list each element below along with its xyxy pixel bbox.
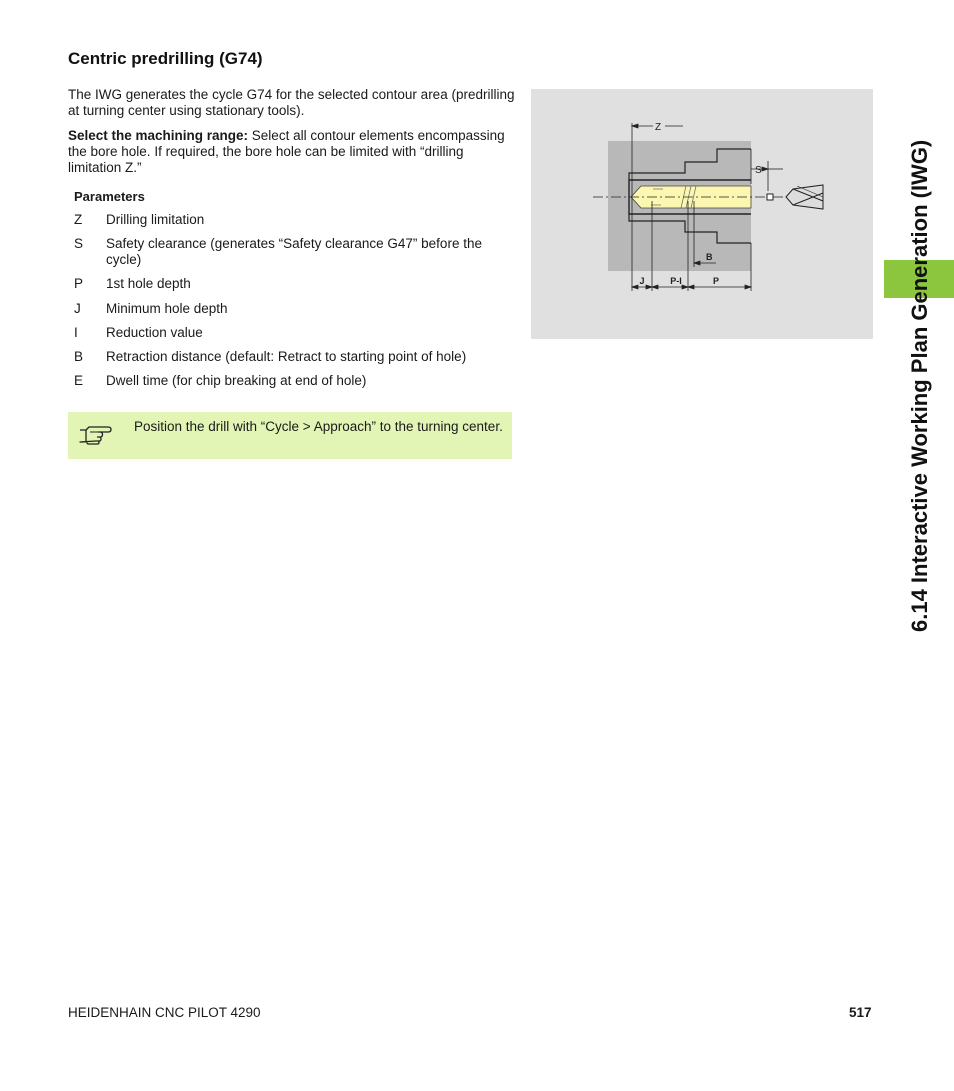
footer-product: HEIDENHAIN CNC PILOT 4290 [68,1005,261,1020]
page-number: 517 [849,1005,872,1020]
s-label: S [755,165,762,176]
z-label: Z [655,122,662,133]
parameter-description: Retraction distance (default: Retract to starting point of hole) [106,349,467,364]
section-title: Centric predrilling (G74) [68,49,263,68]
drilling-cycle-figure [531,89,873,339]
j-label: J [639,276,645,286]
selection-label: Select the machining range: [68,128,249,143]
parameter-description: Reduction value [106,325,203,340]
parameter-description: 1st hole depth [106,276,191,291]
selection-text: Select all contour elements encompassing the bore hole. If required, the bore hole can be limited with “drilling limitation Z.” [68,128,505,175]
p-minus-i-label: P-I [670,276,682,286]
parameter-symbol: P [74,276,84,291]
note-text: Position the drill with “Cycle > Approach” to the turning center. [134,419,503,434]
note-box [68,412,512,459]
b-label: B [706,252,713,262]
chapter-side-title: 6.14 Interactive Working Plan Generation (IWG) [907,139,932,632]
parameters-heading: Parameters [74,189,145,204]
parameter-symbol: I [74,325,78,340]
p-label: P [712,276,720,286]
parameter-description: Safety clearance (generates “Safety clearance G47” before the cycle) [106,236,482,267]
parameter-symbol: Z [74,212,83,227]
pointing-hand-icon [78,421,112,445]
parameter-symbol: E [74,373,84,388]
parameter-symbol: J [74,301,81,316]
intro-paragraph: The IWG generates the cycle G74 for the selected contour area (predrilling at turning center using stationary tools). [68,87,515,118]
parameter-description: Drilling limitation [106,212,205,227]
parameter-description: Minimum hole depth [106,301,228,316]
parameter-symbol: B [74,349,84,364]
parameter-symbol: S [74,236,84,251]
parameter-description: Dwell time (for chip breaking at end of hole) [106,373,367,388]
selection-paragraph [68,128,516,176]
